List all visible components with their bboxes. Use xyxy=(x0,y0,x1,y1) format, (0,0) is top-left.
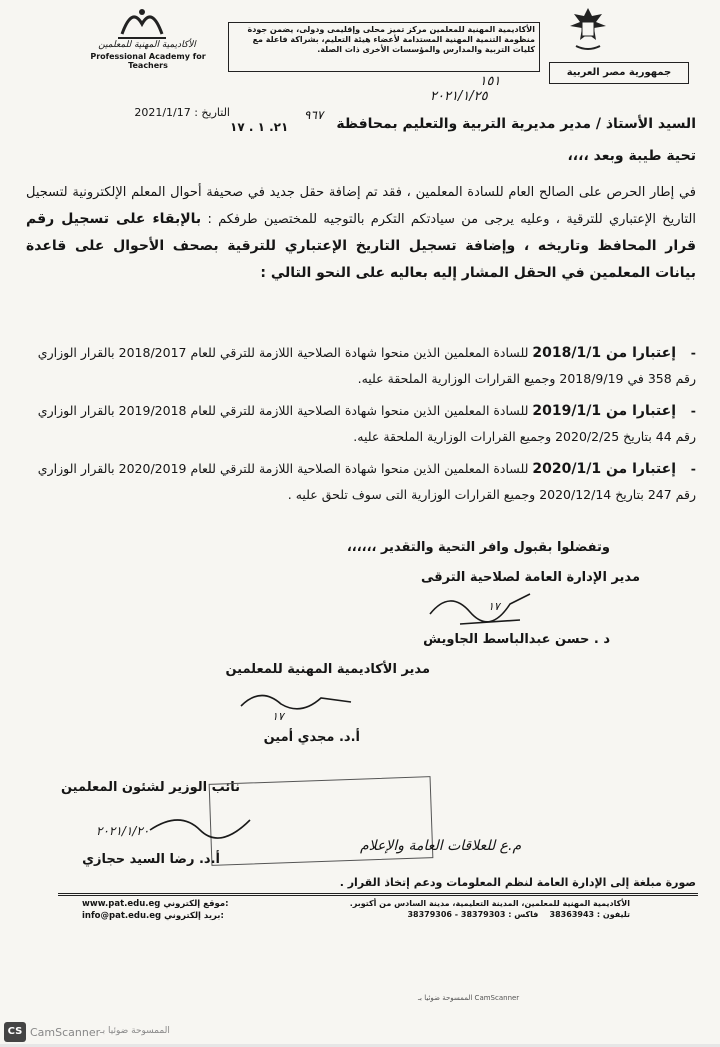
signature-1-hand-date: ١٧ xyxy=(488,600,500,613)
fax-value: 38379303 - 38379306 xyxy=(407,910,506,919)
recipient-line: السيد الأستاذ / مدير مديرية التربية والتعليم بمحافظة xyxy=(336,116,696,132)
item-dash: - xyxy=(690,403,696,418)
signature-2-hand-date: ١٧ xyxy=(272,710,284,723)
phone-value: 38363943 xyxy=(549,910,595,919)
signature-3-scribble-icon xyxy=(140,800,260,850)
footer-address-block xyxy=(280,898,630,920)
academy-logo-icon xyxy=(112,4,172,44)
item-bold: إعتبارا من 2020/1/1 xyxy=(532,461,676,477)
copy-note: صورة مبلغة إلى الإدارة العامة لنظم المعلومات ودعم إتخاذ القرار . xyxy=(339,876,696,889)
camscanner-brand: CamScanner xyxy=(30,1026,101,1039)
camscanner-brand-ar: الممسوحة ضوئيا بـ xyxy=(100,1026,170,1036)
footer-web-block xyxy=(82,898,232,922)
date-label: التاريخ : xyxy=(194,106,230,119)
footer-contacts xyxy=(280,909,630,920)
incoming-stamp xyxy=(430,74,550,114)
signature-3-title: نائب الوزير لشئون المعلمين xyxy=(60,780,240,795)
list-item xyxy=(26,398,696,450)
item-text: للسادة المعلمين الذين منحوا شهادة الصلاحية اللازمة للترقي للعام 2020/2019 بالقرار الوزاري رقم 247 بتاريخ 2020/12/14 وجميع القرارات الوزارية التى سوف تلحق عليه . xyxy=(37,461,696,502)
list-item xyxy=(26,340,696,392)
academy-name-en: Professional Academy for Teachers xyxy=(90,52,206,70)
camscanner-mid-watermark: الممسوحة ضوئيا بـ CamScanner xyxy=(418,994,520,1002)
body-text: في إطار الحرص على الصالح العام للسادة المعلمين ، فقد تم إضافة حقل جديد في صحيفة أحوال المعلم الإلكترونية لتسجيل التاريخ الإعتباري للترقية ، وعليه يرجى من سيادتكم التكرم بالتوجيه للمختصين طرفكم : xyxy=(26,185,696,227)
signature-2-scribble-icon xyxy=(236,686,356,726)
item-bold: إعتبارا من 2018/1/1 xyxy=(532,345,676,361)
item-text: للسادة المعلمين الذين منحوا شهادة الصلاحية اللازمة للترقي للعام 2019/2018 بالقرار الوزاري رقم 44 بتاريخ 2020/2/25 وجميع القرارات الوزارية الملحقة عليه. xyxy=(37,403,696,444)
signature-1-scribble-icon xyxy=(420,584,540,634)
footer-divider xyxy=(58,893,698,896)
site-value: www.pat.edu.eg xyxy=(82,899,161,909)
stamp-date: ٢٠٢١/١/٢٥ xyxy=(430,89,488,104)
fax-label: فاكس : xyxy=(508,910,539,919)
mail-value: info@pat.edu.eg xyxy=(82,911,162,921)
academy-mission-box: الأكاديمية المهنية للمعلمين مركز تميز محلى وإقليمى ودولى، يضمن جودة منظومة التنمية المهنية المستدامة لأعضاء هيئة التعليم، بشراكة فاعلة مع كليات التربية والمدارس والمؤسسات الأخرى ذات الصلة. xyxy=(228,22,540,72)
signature-1-title: مدير الإدارة العامة لصلاحية الترقى xyxy=(420,570,640,585)
mail-label: بريد إلكتروني: xyxy=(164,911,224,921)
academy-name-ar: الأكاديمية المهنية للمعلمين xyxy=(98,40,196,50)
item-text: للسادة المعلمين الذين منحوا شهادة الصلاحية اللازمة للترقي للعام 2018/2017 بالقرار الوزاري رقم 358 في 2018/9/19 وجميع القرارات الوزارية الملحقة عليه. xyxy=(37,345,696,386)
item-bold: إعتبارا من 2019/1/1 xyxy=(532,403,676,419)
footer-address: الأكاديمية المهنية للمعلمين، المدينة التعليمية، مدينة السادس من أكتوبر. xyxy=(349,899,630,908)
egypt-eagle-emblem-icon xyxy=(566,4,610,54)
handwritten-note: م.ع للعلاقات العامة والإعلام xyxy=(360,838,522,854)
signature-1-name: د . حسن عبدالباسط الجاويش xyxy=(423,632,610,647)
item-dash: - xyxy=(690,345,696,360)
signature-2-name: أ.د. مجدي أمين xyxy=(263,730,360,745)
date-value: 2021/1/17 xyxy=(134,106,191,119)
item-dash: - xyxy=(690,461,696,476)
recipient-date: ٢١. ١ . ١٧ xyxy=(230,120,289,134)
site-label: موقع إلكتروني: xyxy=(163,899,229,909)
closing-line: وتفضلوا بقبول وافر التحية والتقدير ،،،،،، xyxy=(346,540,610,555)
phone-label: تليفون : xyxy=(596,910,630,919)
letter-body xyxy=(26,180,696,287)
republic-label: جمهورية مصر العربية xyxy=(549,62,689,84)
body-bold-text: بالإبقاء على تسجيل رقم قرار المحافظ وتاريخه ، وإضافة تسجيل التاريخ الإعتباري للترقية بصحف الأحوال على قاعدة بيانات المعلمين في الحقل المشار إليه بعاليه على النحو التالي : xyxy=(26,211,696,281)
camscanner-logo-icon: CS xyxy=(4,1022,26,1042)
stamp-number: ١٥١ xyxy=(479,74,501,89)
greeting: تحية طيبة وبعد ،،،، xyxy=(567,148,696,164)
signature-3-name: أ.د. رضا السيد حجازي xyxy=(82,852,220,867)
list-item xyxy=(26,456,696,508)
hand-number: ٩٦٧ xyxy=(304,108,324,122)
signature-2-title: مدير الأكاديمية المهنية للمعلمين xyxy=(225,662,430,677)
signature-3-hand-date: ٢٠٢١/١/٢٠ xyxy=(96,824,150,838)
